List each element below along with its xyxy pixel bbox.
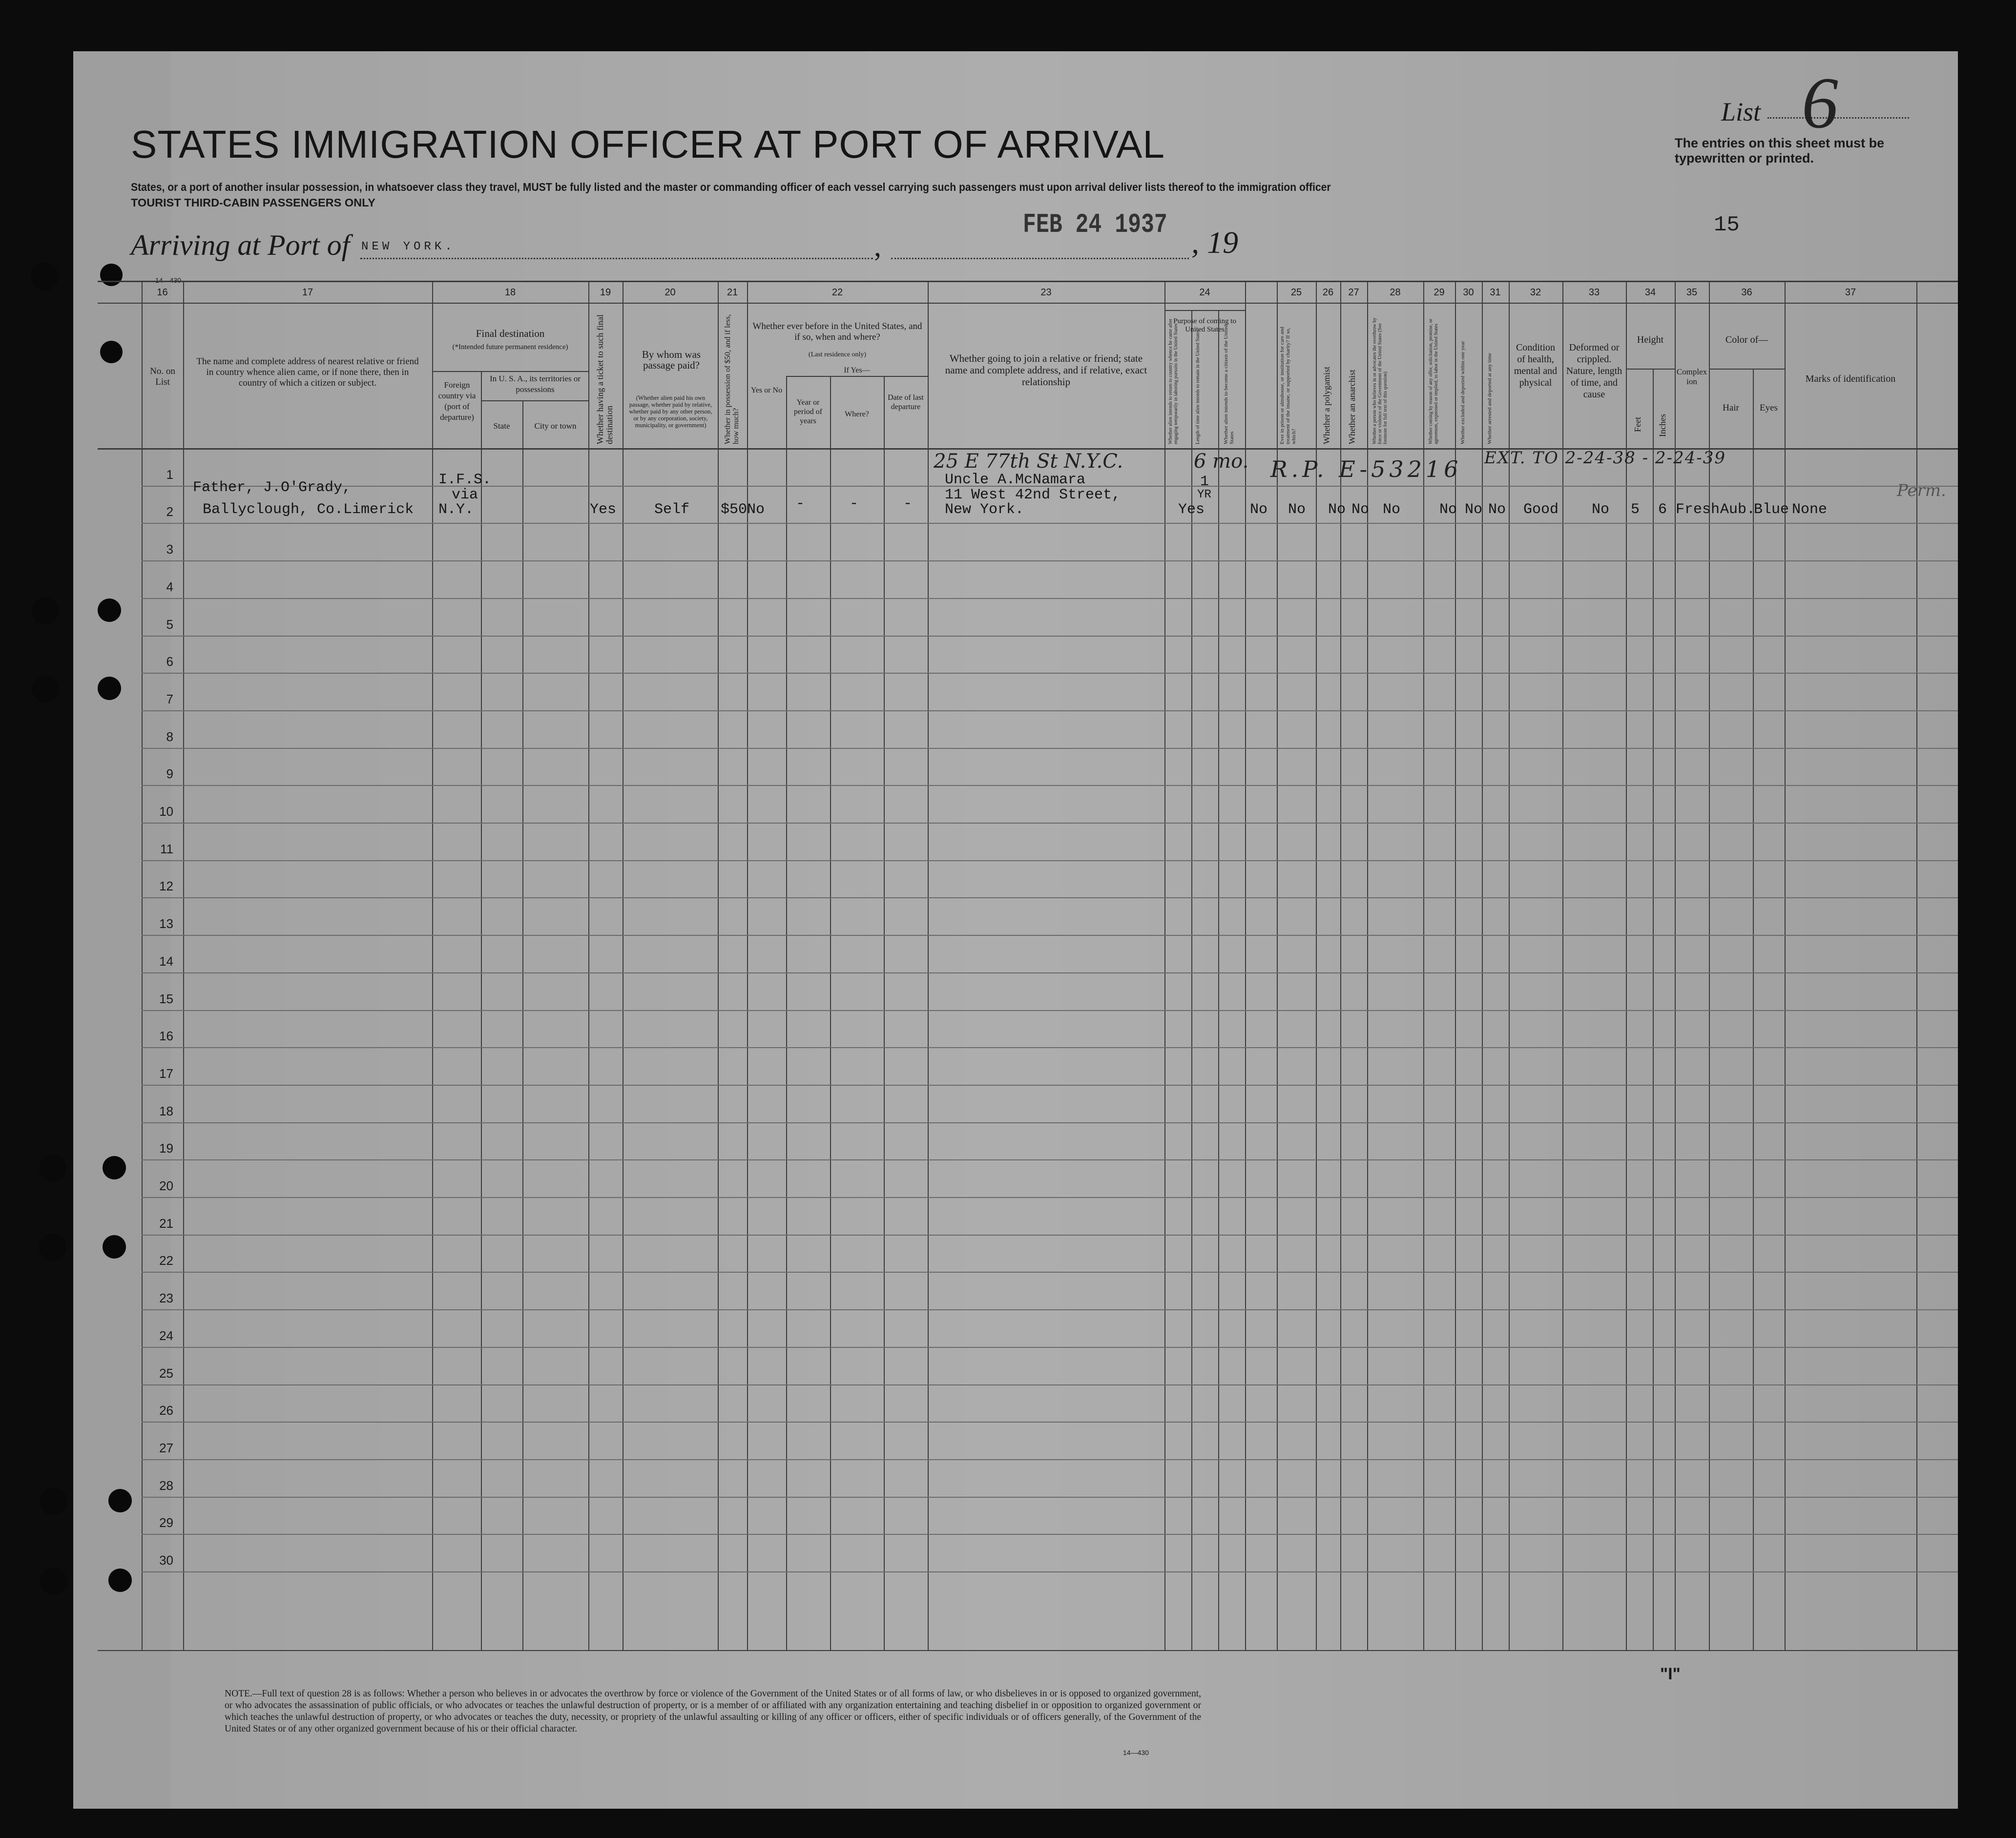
binder-hole [32, 597, 59, 624]
passenger-class-line: TOURIST THIRD-CABIN PASSENGERS ONLY [131, 196, 375, 209]
before-dash: - [796, 496, 805, 512]
hdr-arrested: Whether arrested and deported at any time [1487, 353, 1493, 444]
comma: , [874, 230, 881, 262]
row-rule [142, 1159, 1958, 1160]
ticket-value: Yes [590, 501, 617, 518]
row-number: 13 [159, 916, 173, 931]
binder-hole [108, 1489, 132, 1512]
before-dash: - [850, 496, 859, 512]
row-rule [142, 636, 1958, 637]
sub-rule [1164, 310, 1245, 311]
margin-annotation: Perm. [1897, 481, 1946, 500]
binder-hole [103, 1156, 126, 1179]
row-number: 12 [159, 879, 173, 893]
year-label: , 19 [1191, 225, 1238, 260]
hdr-last-departure: Date of last departure [888, 393, 924, 411]
date-stamp: FEB 24 1937 [1023, 209, 1167, 240]
port-value: NEW YORK. [361, 240, 456, 253]
page-number: 15 [1714, 213, 1740, 237]
marks-value: None [1792, 501, 1828, 518]
form-number: 14—430 [1123, 1749, 1149, 1756]
hdr-fifty: Whether in possession of $50, and if less, how much? [724, 314, 740, 444]
binder-hole [98, 599, 121, 622]
row-rule [142, 935, 1958, 936]
hdr-intends-citizen: Whether alien intends to become a citizen of the United States [1223, 324, 1235, 444]
row-number: 24 [159, 1328, 173, 1343]
foreign-country-1: I.F.S. [438, 472, 492, 488]
row-rule [142, 1047, 1958, 1048]
col-num-19: 19 [600, 287, 611, 298]
by-whom-value: Self [654, 501, 690, 518]
hdr-hair: Hair [1723, 403, 1739, 413]
corner-mark: 14—430 [155, 276, 181, 284]
row-number: 25 [159, 1366, 173, 1381]
row-rule [142, 823, 1958, 824]
permit-annotation: R.P. E-53216 [1270, 456, 1462, 482]
binder-hole [100, 341, 123, 363]
entries-note: The entries on this sheet must be typewritten or printed. [1675, 136, 1885, 165]
relative-line-2: Ballyclough, Co.Limerick [203, 501, 414, 518]
sub-rule [481, 400, 588, 401]
row-rule [142, 523, 1958, 524]
col-num-24: 24 [1199, 287, 1210, 298]
hdr-if-yes: If Yes— [844, 366, 870, 374]
form-title: STATES IMMIGRATION OFFICER AT PORT OF ARRIVAL [131, 123, 1165, 166]
row-number: 20 [159, 1178, 173, 1193]
col-line [522, 400, 523, 1650]
row-number: 18 [159, 1104, 173, 1118]
row-number: 15 [159, 991, 173, 1006]
row-number: 4 [166, 579, 173, 594]
join-line-1: Uncle A.McNamara [945, 472, 1086, 488]
hdr-color-of: Color of— [1725, 334, 1768, 345]
col-num-20: 20 [665, 287, 676, 298]
col-num-31: 31 [1490, 287, 1501, 298]
hair-value: Aub. [1720, 501, 1756, 518]
binder-hole [108, 1569, 132, 1592]
before-value: No [747, 501, 765, 518]
offer-value: No [1439, 501, 1457, 518]
col-num-30: 30 [1463, 287, 1474, 298]
polygamist-value: No [1328, 501, 1346, 518]
deformed-value: No [1592, 501, 1610, 518]
hdr-in-usa: In U. S. A., its territories or possessions [489, 374, 581, 394]
hdr-marks: Marks of identification [1805, 373, 1896, 384]
col-num-28: 28 [1390, 287, 1401, 298]
hdr-year-period: Year or period of years [793, 398, 823, 425]
row-rule [142, 1384, 1958, 1385]
col-line [1218, 310, 1219, 1650]
row-rule [142, 748, 1958, 749]
sub-rule [1709, 369, 1785, 370]
hdr-excluded: Whether excluded and deported within one year [1460, 341, 1466, 444]
before-dash: - [903, 496, 913, 512]
eyes-value: Blue [1754, 501, 1789, 518]
health-value: Good [1523, 501, 1559, 518]
row-number: 5 [166, 617, 173, 632]
hdr-by-whom-note: (Whether alien paid his own passage, whether paid by relative, whether paid by any other person, or by any corporation, society, municipality, or government) [629, 394, 712, 429]
col-num-22: 22 [831, 287, 843, 298]
hdr-city: City or town [534, 421, 577, 431]
hdr-purpose: Purpose of coming to United States [1173, 317, 1236, 333]
binder-hole [98, 677, 121, 700]
col-num-21: 21 [727, 287, 738, 298]
hdr-prison: Ever in prison or almshouse, or institution for care and treatment of the insane, or supported by charity? If so, which? [1279, 327, 1297, 444]
row-number: 11 [160, 842, 173, 856]
join-line-2: 11 West 42nd Street, [945, 487, 1121, 503]
table-bottom-rule [98, 1650, 1958, 1651]
purpose-handwritten: 6 mo. [1194, 450, 1249, 473]
row-number: 22 [159, 1253, 173, 1268]
binder-hole [39, 1234, 66, 1261]
row-rule [142, 1010, 1958, 1011]
inches-value: 6 [1658, 501, 1667, 518]
sub-rule [1626, 369, 1675, 370]
row-number: 1 [166, 467, 173, 482]
col-num-34: 34 [1644, 287, 1656, 298]
col-num-16: 16 [157, 287, 168, 298]
foreign-country-3: N.Y. [438, 501, 474, 518]
hdr-yes-or-no: Yes or No [750, 386, 783, 394]
row-rule [142, 1347, 1958, 1348]
binder-hole [32, 675, 59, 702]
row-number: 17 [159, 1066, 173, 1081]
extension-annotation: EXT. TO 2-24-38 - 2-24-39 [1484, 448, 1726, 468]
hdr-ticket: Whether having a ticket to such final destination [595, 314, 614, 444]
row-rule [142, 710, 1958, 711]
arrested-value: No [1488, 501, 1506, 518]
join-line-3: New York. [945, 501, 1024, 518]
row-number: 30 [159, 1553, 173, 1568]
row-rule [142, 1272, 1958, 1273]
join-handwritten: 25 E 77th St N.Y.C. [934, 450, 1123, 473]
fifty-value: $50 [721, 501, 748, 518]
row-rule [142, 860, 1958, 861]
hdr-offer: Whether coming by reason of any offer, solicitation, promise, or agreement, expressed or implied, to labor in the United States [1428, 318, 1439, 444]
column-number-rule [98, 303, 1958, 304]
hdr-eyes: Eyes [1760, 403, 1778, 413]
binder-hole [40, 1488, 67, 1515]
row-number: 2 [166, 504, 173, 519]
relative-line-1: Father, J.O'Grady, [193, 479, 352, 496]
hdr-final-destination: Final destination [476, 328, 545, 339]
col-num-29: 29 [1434, 287, 1445, 298]
row-rule [142, 1534, 1958, 1535]
col-num-26: 26 [1322, 287, 1334, 298]
row-number: 8 [166, 729, 173, 744]
row-number: 6 [166, 654, 173, 669]
hdr-final-destination-note: (*Intended future permanent residence) [452, 343, 568, 351]
stamp-mark: "I" [1660, 1665, 1681, 1683]
row-number: 7 [166, 692, 173, 706]
col-num-32: 32 [1530, 287, 1541, 298]
row-number: 14 [159, 954, 173, 969]
row-rule [142, 972, 1958, 973]
hdr-polygamist: Whether a polygamist [1322, 367, 1331, 444]
row-number: 29 [159, 1515, 173, 1530]
col-num-35: 35 [1686, 287, 1698, 298]
arriving-label: Arriving at Port of [131, 229, 350, 261]
list-dotted-line [1767, 117, 1909, 119]
footnote-q28: NOTE.—Full text of question 28 is as follows: Whether a person who believes in or advocates the overthrow by force or violence of the Government of the United States or of all forms of law, or who disbelieves in or is opposed to organized government, or who advocates the assassination of public officials, or who advocates or teaches the unlawful destruction of property, or is a member of or affiliated with any organization entertaining and teaching disbelief in or opposition to organized government or which teaches the unlawful destruction of property, or who advocates or teaches the duty, necessity, or propriety of the unlawful assaulting or killing of any officer or officers, either of specific individuals or of officers generally, of the Government of the United States or of any other organized government because of his or their official character. [225, 1689, 1201, 1734]
hdr-state: State [493, 421, 510, 431]
sub-rule [786, 376, 928, 377]
row-rule [142, 1571, 1958, 1572]
list-label: List [1721, 97, 1761, 126]
excluded-value: No [1465, 501, 1483, 518]
list-number: 6 [1802, 62, 1838, 144]
length-stay-value: 1 [1200, 474, 1209, 490]
binder-hole [103, 1235, 126, 1259]
row-rule [142, 897, 1958, 898]
intends-citizen-value: No [1250, 501, 1268, 518]
complexion-value: Fresh [1676, 501, 1720, 518]
hdr-join-relative: Whether going to join a relative or friend; state name and complete address, and if relative, exact relationship [945, 352, 1147, 388]
row-number: 21 [159, 1216, 173, 1231]
hdr-length-stay: Length of time alien intends to remain in the United States [1195, 330, 1201, 444]
row-number: 10 [159, 804, 173, 819]
foreign-country-2: via [452, 487, 478, 503]
row-rule [142, 1235, 1958, 1236]
port-dotted-line [360, 258, 873, 259]
row-rule [142, 1459, 1958, 1460]
row-rule [142, 673, 1958, 674]
col-num-33: 33 [1588, 287, 1600, 298]
row-number: 19 [159, 1141, 173, 1156]
row-number: 9 [166, 766, 173, 781]
row-number: 3 [166, 542, 173, 557]
hdr-intends-return: Whether alien intends to return to country whence he came after engaging temporarily in laboring pursuits in the United States [1168, 318, 1179, 444]
hdr-before-usa: Whether ever before in the United States, and if so, when and where? [752, 321, 922, 342]
col-num-36: 36 [1741, 287, 1752, 298]
sub-rule [432, 371, 588, 372]
purpose-value: Yes [1178, 501, 1205, 518]
col-num-18: 18 [504, 287, 516, 298]
row-rule [142, 1085, 1958, 1086]
col-num-17: 17 [302, 287, 313, 298]
prison-value: No [1288, 501, 1306, 518]
hdr-feet: Feet [1633, 417, 1642, 432]
hdr-deformed: Deformed or crippled. Nature, length of time, and cause [1566, 342, 1622, 400]
row-rule [142, 560, 1958, 561]
row-number: 23 [159, 1291, 173, 1305]
feet-value: 5 [1631, 501, 1640, 518]
hdr-health: Condition of health, mental and physical [1514, 342, 1558, 388]
row-rule [142, 1122, 1958, 1123]
row-rule [142, 1497, 1958, 1498]
row-rule [142, 785, 1958, 786]
row-number: 28 [159, 1478, 173, 1493]
length-stay-unit: YR [1197, 488, 1211, 501]
hdr-complexion: Complexion [1676, 367, 1707, 386]
binder-hole [100, 264, 123, 286]
form-instructions: States, or a port of another insular possession, in whatsoever class they travel, MUST be fully listed and the master or commanding officer of each vessel carrying such passengers must upon arrival deliver lists thereof to the immigration officer [131, 181, 1331, 193]
row-rule [142, 1197, 1958, 1198]
col-num-27: 27 [1348, 287, 1359, 298]
hdr-anarchist: Whether an anarchist [1347, 370, 1357, 444]
q28-value: No [1383, 501, 1401, 518]
row-rule [142, 1309, 1958, 1310]
row-number: 26 [159, 1403, 173, 1418]
date-dotted-line [891, 258, 1189, 259]
col-num-25: 25 [1290, 287, 1302, 298]
row-number: 16 [159, 1029, 173, 1043]
hdr-inches: Inches [1658, 414, 1667, 437]
hdr-by-whom: By whom was passage paid? [642, 349, 701, 371]
hdr-last-residence: (Last residence only) [808, 351, 867, 358]
hdr-height: Height [1637, 334, 1664, 345]
anarchist-value: No [1351, 501, 1370, 518]
hdr-q28: Whether a person who believes in or advocates the overthrow by force or violence of the Government of the United States (See footnote for full text of this question) [1372, 317, 1388, 444]
hdr-relative-abroad: The name and complete address of nearest relative or friend in country whence alien came, or if none there, then in country of which a citizen or subject. [196, 356, 419, 388]
row-number: 27 [159, 1441, 173, 1455]
row-rule [142, 598, 1958, 599]
hdr-foreign-country: Foreign country via (port of departure) [438, 380, 476, 422]
col-num-23: 23 [1040, 287, 1052, 298]
table-top-rule [98, 281, 1958, 282]
binder-hole [30, 262, 59, 290]
col-num-37: 37 [1845, 287, 1856, 298]
hdr-no-on-list: No. on List [150, 366, 175, 387]
hdr-where: Where? [845, 410, 869, 418]
binder-hole [40, 1568, 67, 1595]
row-rule [142, 1422, 1958, 1423]
binder-hole [39, 1155, 66, 1182]
